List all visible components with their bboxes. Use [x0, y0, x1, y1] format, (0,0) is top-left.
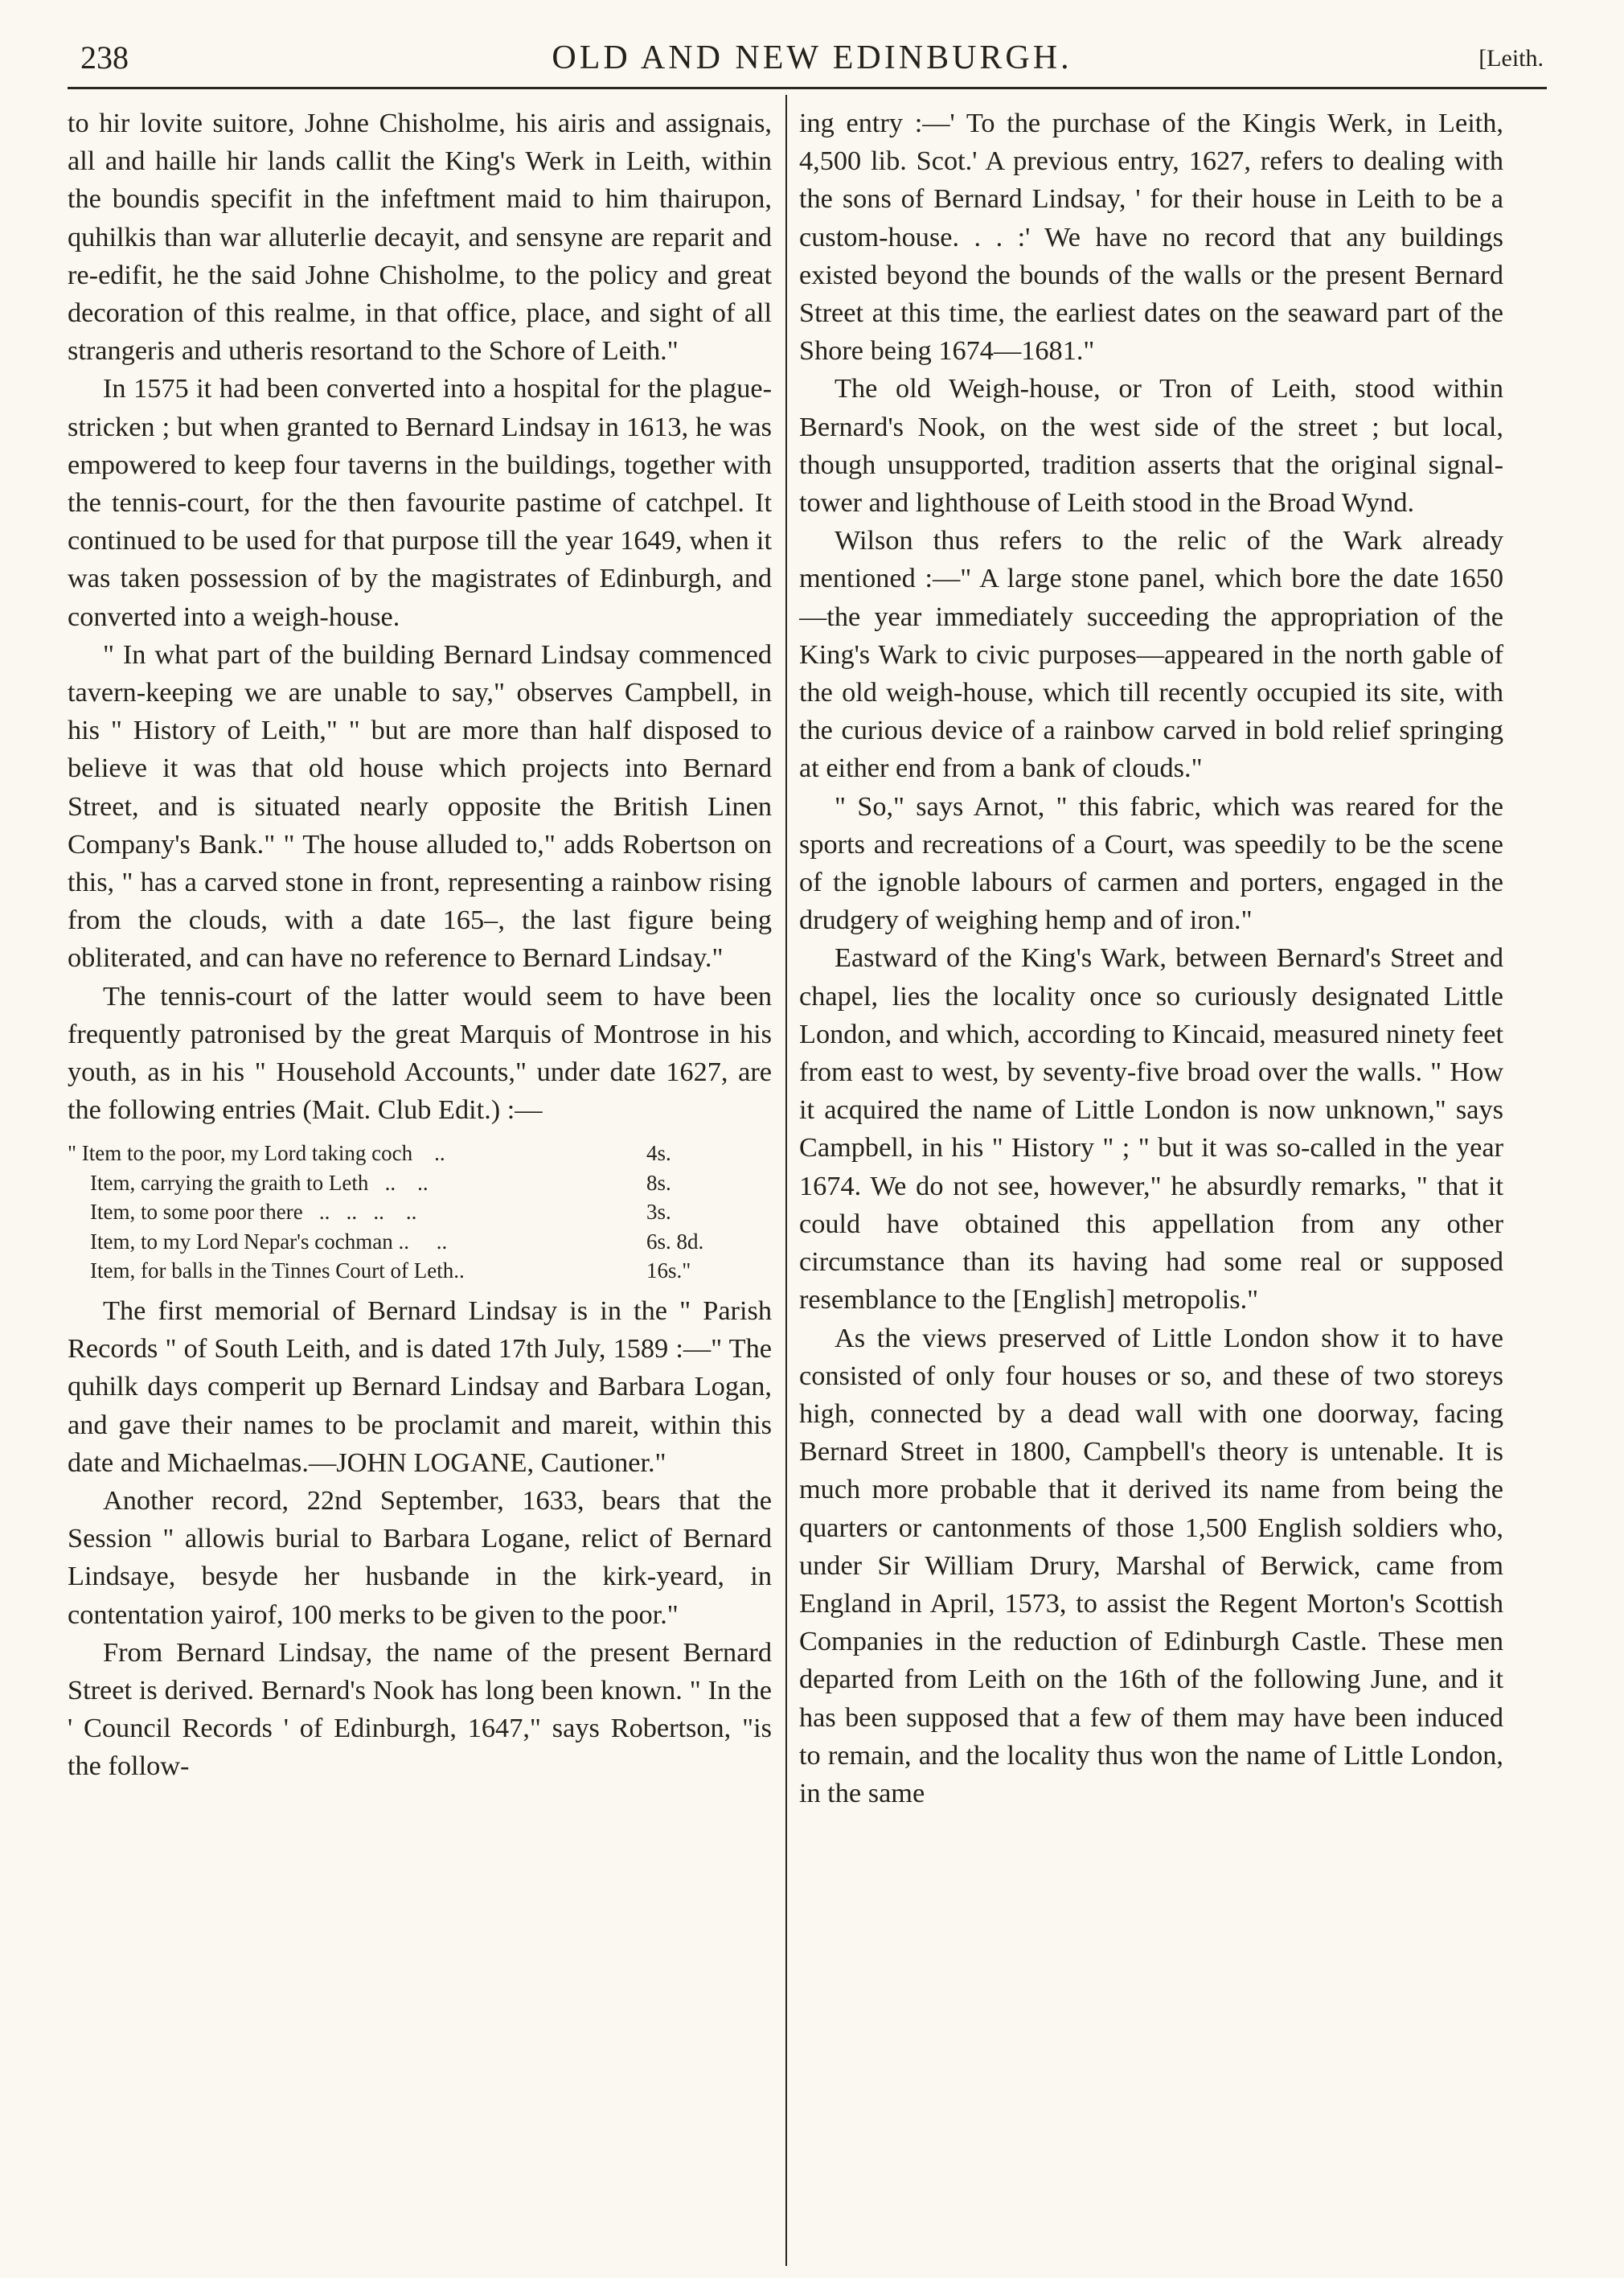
account-items — [68, 1139, 772, 1286]
paragraph: ing entry :—' To the purchase of the Kingis Werk, in Leith, 4,500 lib. Scot.' A previous entry, 1627, refers to dealing with the sons of Bernard Lindsay, ' for their house in Leith to be a custom-house. . . :' We have no record that any buildings existed beyond the bounds of the walls or the present Bernard Street at this time, the earliest dates on the seaward part of the Shore being 1674—1681." — [799, 108, 1503, 367]
paragraph: In 1575 it had been converted into a hospital for the plague-stricken ; but when granted to Bernard Lindsay in 1613, he was empowered to keep four taverns in the buildings, together with the tennis-court, for the then favourite pastime of catchpel. It continued to be used for that purpose till the year 1649, when it was taken possession of by the magistrates of Edinburgh, and converted into a weigh-house. — [68, 373, 772, 632]
paragraph: The old Weigh-house, or Tron of Leith, stood within Bernard's Nook, on the west side of the street ; but local, though unsupported, tradition asserts that the original signal-tower and lighthouse of Leith stood in the Broad Wynd. — [799, 373, 1503, 519]
left-column — [68, 105, 772, 2260]
account-item-desc: Item, for balls in the Tinnes Court of Leth.. — [90, 1258, 465, 1283]
account-item — [68, 1227, 772, 1257]
section-label: [Leith. — [1478, 45, 1544, 72]
account-item-desc: " Item to the poor, my Lord taking coch .. — [68, 1141, 445, 1166]
right-column — [799, 105, 1503, 2260]
paragraph: The tennis-court of the latter would seem to have been frequently patronised by the great Marquis of Montrose in his youth, as in his " Household Accounts," under date 1627, are the following entries (Mait. Club Edit.) :— — [68, 980, 772, 1126]
paragraph: Another record, 22nd September, 1633, bears that the Session " allowis burial to Barbara Logane, relict of Bernard Lindsaye, besyde her husbande in the kirk-yeard, in contentation yairof, 100 merks to be given to the poor." — [68, 1485, 772, 1630]
column-divider — [785, 95, 787, 2266]
paragraph: As the views preserved of Little London show it to have consisted of only four houses or so, and these of two storeys high, connected by a dead wall with one doorway, facing Bernard Street in 1800, Campbell's theory is untenable. It is much more probable that it derived its name from being the quarters or cantonments of those 1,500 English soldiers who, under Sir William Drury, Marshal of Berwick, came from England in April, 1573, to assist the Regent Morton's Scottish Companies in the reduction of Edinburgh Castle. These men departed from Leith on the 16th of the following June, and it has been supposed that a few of them may have been induced to remain, and the locality thus won the name of Little London, in the same — [799, 1322, 1503, 1808]
account-item-desc: Item, carrying the graith to Leth .. .. — [90, 1170, 429, 1195]
account-item — [68, 1139, 772, 1168]
page-number: 238 — [80, 39, 129, 76]
account-item — [68, 1197, 772, 1227]
paragraph: From Bernard Lindsay, the name of the present Bernard Street is derived. Bernard's Nook has long been known. " In the ' Council Records ' of Edinburgh, 1647," says Robertson, "is the follow- — [68, 1636, 772, 1782]
account-item-amount: 6s. 8d. — [646, 1229, 704, 1254]
paragraph: to hir lovite suitore, Johne Chisholme, his airis and assignais, all and haille hir lands callit the King's Werk in Leith, within the boundis specifit in the infeftment maid to him thairupon, quhilkis than war alluterlie decayit, and sensyne are reparit and re-edifit, he the said Johne Chisholme, to the policy and great decoration of this realme, in that office, place, and sight of all strangeris and utheris resortand to the Schore of Leith." — [68, 108, 772, 367]
paragraph: Eastward of the King's Wark, between Bernard's Street and chapel, lies the locality once so curiously designated Little London, and which, according to Kincaid, measured ninety feet from east to west, by seventy-five broad over the walls. " How it acquired the name of Little London is now unknown," says Campbell, in his " History " ; " but it was so-called in the year 1674. We do not see, however," he absurdly remarks, " that it could have obtained this appellation from any other circumstance than its having had some real or supposed resemblance to the [English] metropolis." — [799, 942, 1503, 1315]
header-rule — [68, 87, 1547, 89]
account-item — [68, 1256, 772, 1286]
running-title: OLD AND NEW EDINBURGH. — [552, 39, 1072, 76]
account-item-amount: 3s. — [646, 1200, 671, 1225]
account-item-desc: Item, to some poor there .. .. .. .. — [90, 1200, 417, 1225]
running-header — [80, 39, 1544, 84]
paragraph: The first memorial of Bernard Lindsay is in the " Parish Records " of South Leith, and is dated 17th July, 1589 :—" The quhilk days comperit up Bernard Lindsay and Barbara Logan, and gave their names to be proclamit and mareit, within this date and Michaelmas.—JOHN LOGANE, Cautioner." — [68, 1295, 772, 1478]
account-item — [68, 1168, 772, 1198]
account-item-amount: 16s." — [646, 1258, 691, 1283]
account-item-desc: Item, to my Lord Nepar's cochman .. .. — [90, 1229, 448, 1254]
paragraph: " So," says Arnot, " this fabric, which was reared for the sports and recreations of a Court, was speedily to be the scene of the ignoble labours of carmen and porters, engaged in the drudgery of weighing hemp and of iron." — [799, 790, 1503, 936]
account-item-amount: 4s. — [646, 1141, 671, 1166]
paragraph: " In what part of the building Bernard Lindsay commenced tavern-keeping we are unable to say," observes Campbell, in his " History of Leith," " but are more than half disposed to believe it was that old house which projects into Bernard Street, and is situated nearly opposite the British Linen Company's Bank." " The house alluded to," adds Robertson on this, " has a carved stone in front, representing a rainbow rising from the clouds, with a date 165–, the last figure being obliterated, and can have no reference to Bernard Lindsay." — [68, 638, 772, 974]
paragraph: Wilson thus refers to the relic of the Wark already mentioned :—" A large stone panel, which bore the date 1650—the year immediately succeeding the appropriation of the King's Wark to civic purposes—appeared in the north gable of the old weigh-house, which till recently occupied its site, with the curious device of a rainbow carved in bold relief springing at either end from a bank of clouds." — [799, 525, 1503, 784]
account-item-amount: 8s. — [646, 1170, 671, 1195]
